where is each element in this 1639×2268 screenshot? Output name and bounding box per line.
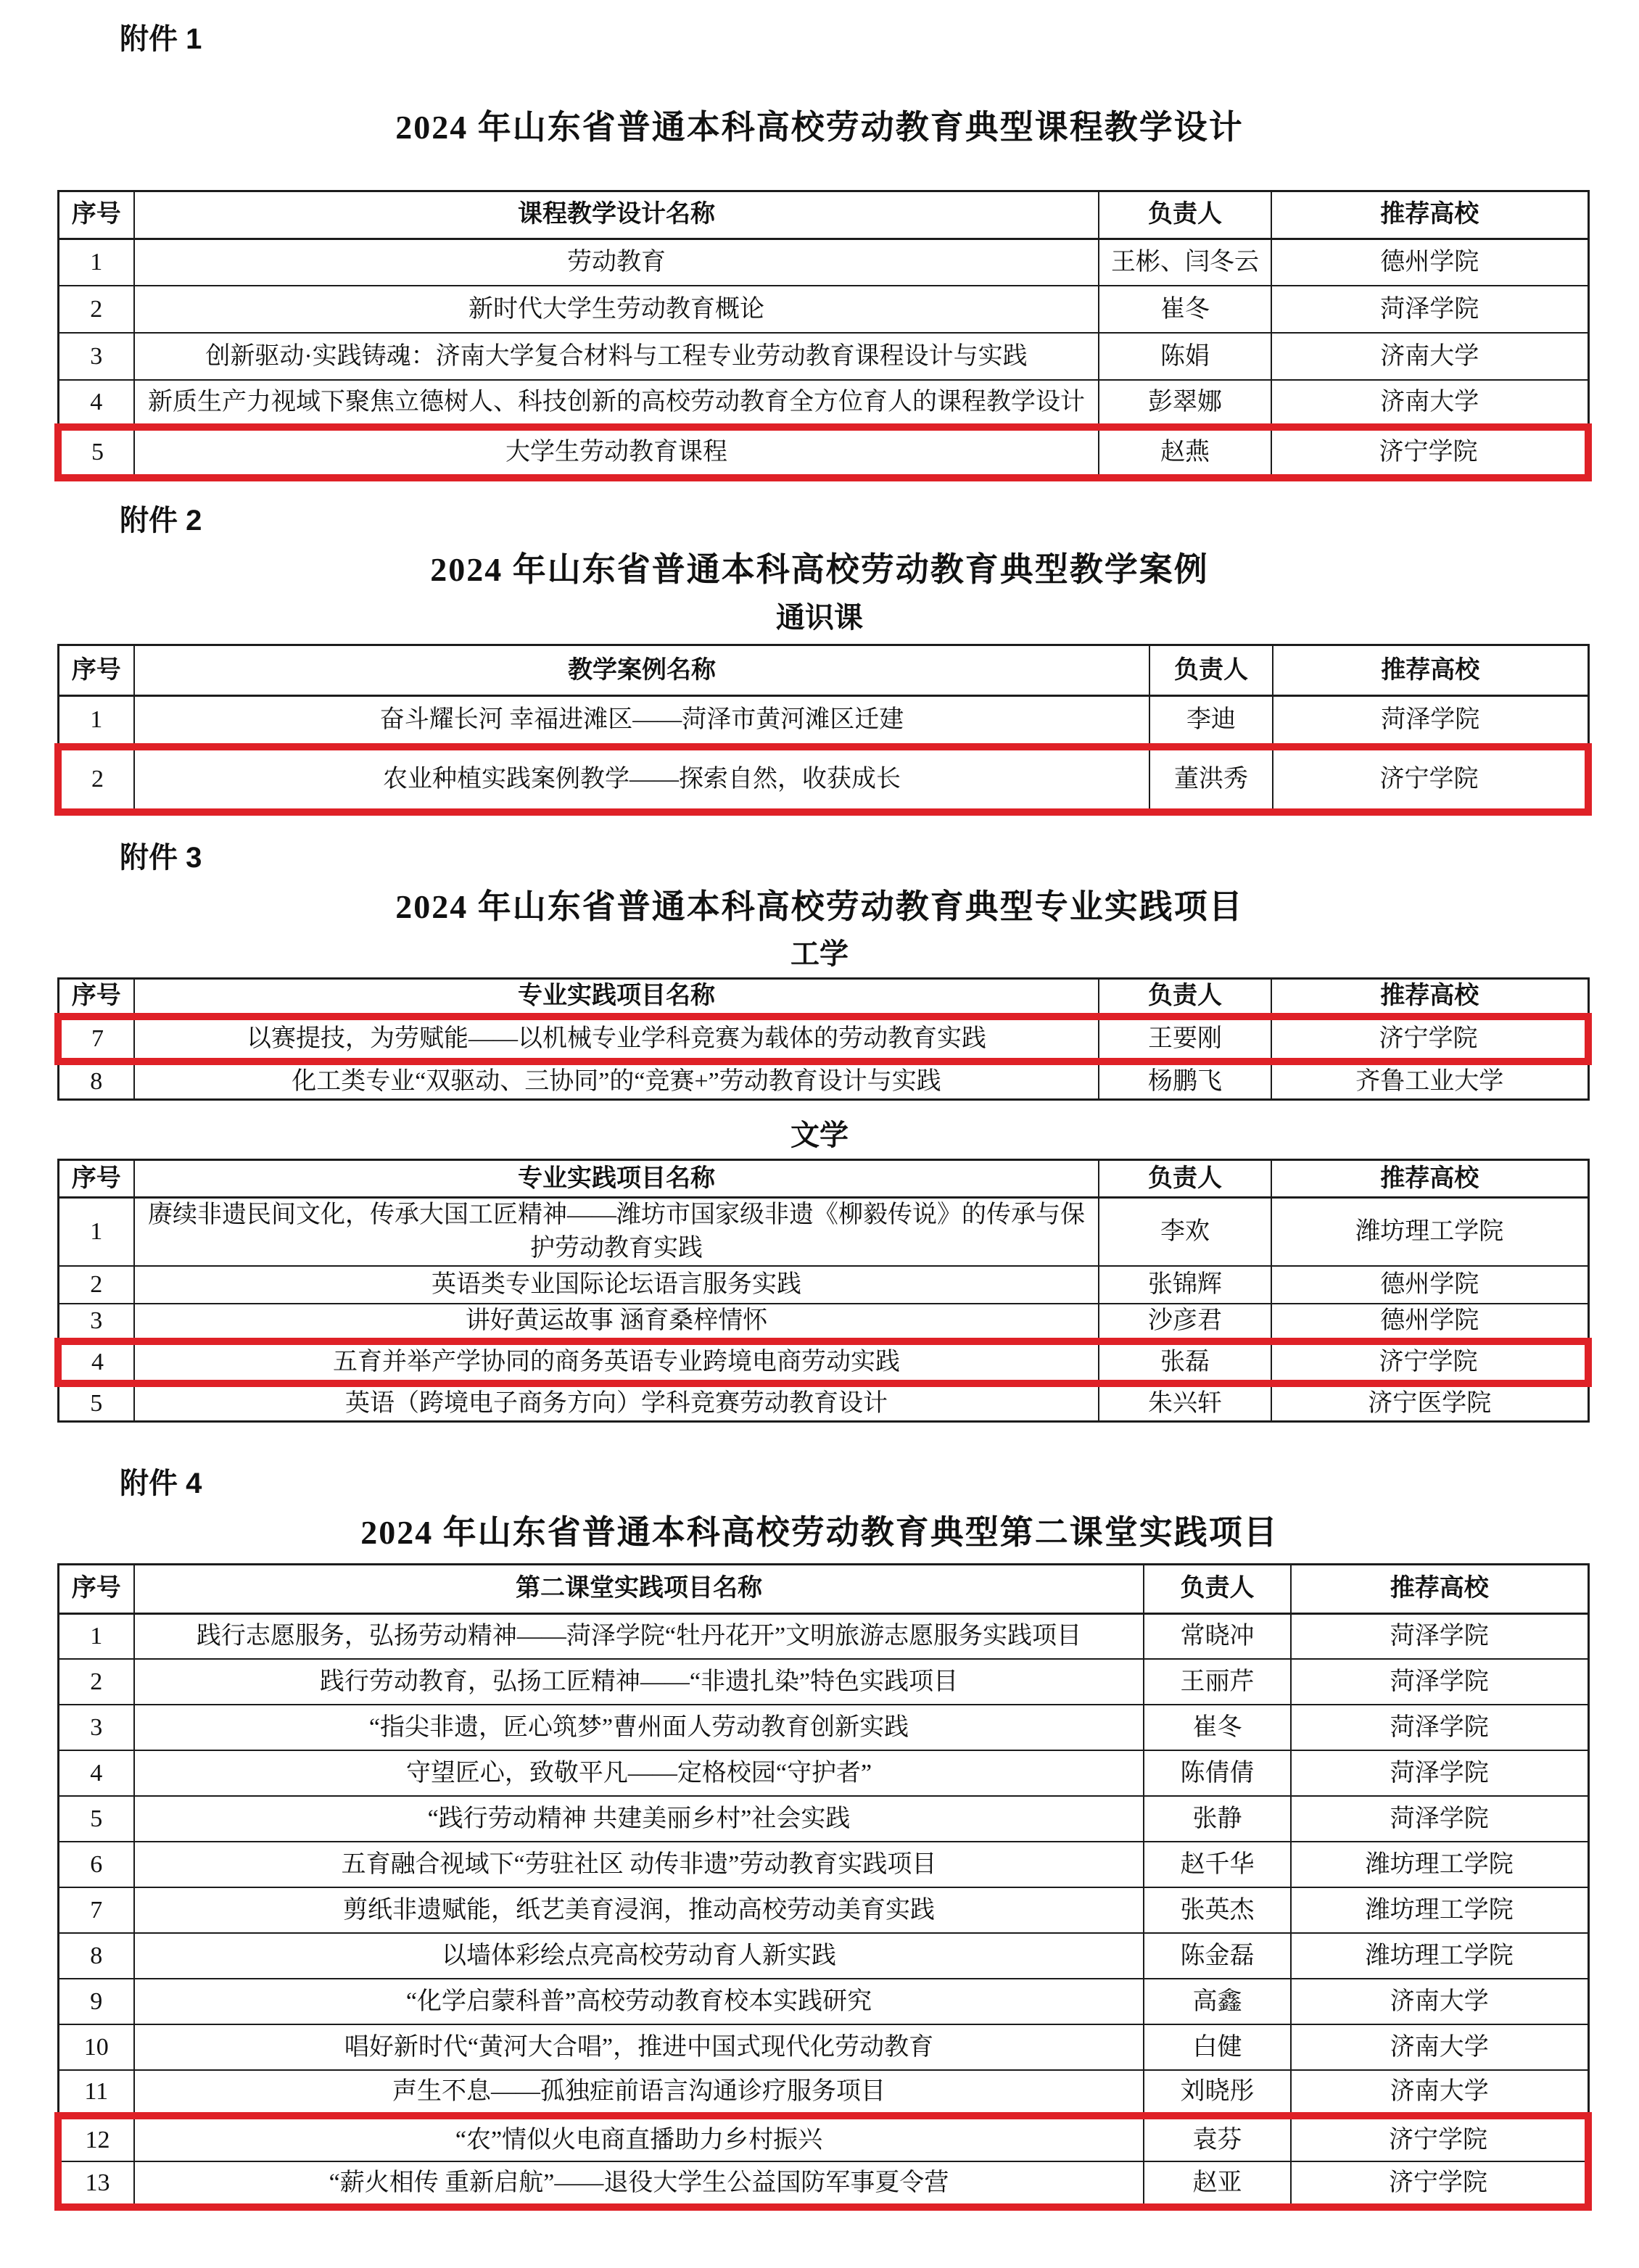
attachment-1-title: 2024 年山东省普通本科高校劳动教育典型课程教学设计: [395, 109, 1244, 146]
table-row: [58, 333, 1588, 380]
cell-seq: 8: [58, 1933, 134, 1979]
header-name: 专业实践项目名称: [134, 979, 1099, 1017]
cell-name: 践行劳动教育，弘扬工匠精神——“非遗扎染”特色实践项目: [134, 1659, 1144, 1705]
cell-school: 齐鲁工业大学: [1271, 1061, 1588, 1099]
cell-school: 济宁学院: [1271, 1341, 1588, 1383]
cell-name: 守望匠心，致敬平凡——定格校园“守护者”: [134, 1750, 1144, 1796]
header-seq: 序号: [58, 1564, 134, 1613]
cell-person: 王丽芹: [1144, 1659, 1291, 1705]
cell-seq: 13: [58, 2161, 134, 2207]
cell-seq: 1: [58, 1613, 134, 1659]
cell-seq: 7: [58, 1887, 134, 1933]
cell-person: 陈娟: [1099, 333, 1271, 380]
attachment-2-title: 2024 年山东省普通本科高校劳动教育典型教学案例: [430, 551, 1209, 589]
header-seq: 序号: [58, 645, 134, 696]
table-row: [58, 1383, 1588, 1421]
cell-name: 五育融合视域下“劳驻社区 动传非遗”劳动教育实践项目: [134, 1842, 1144, 1887]
cell-name: 剪纸非遗赋能，纸艺美育浸润，推动高校劳动美育实践: [134, 1887, 1144, 1933]
cell-school: 菏泽学院: [1291, 1705, 1588, 1750]
cell-school: 济南大学: [1291, 2024, 1588, 2070]
cell-name: 讲好黄运故事 涵育桑梓情怀: [134, 1304, 1099, 1341]
table-header-row: [58, 191, 1588, 239]
cell-school: 德州学院: [1271, 1266, 1588, 1304]
cell-seq: 1: [58, 239, 134, 286]
table-row: [58, 1304, 1588, 1341]
header-person: 负责人: [1149, 645, 1273, 696]
cell-person: 李欢: [1099, 1198, 1271, 1266]
cell-school: 济南大学: [1271, 380, 1588, 427]
course-design-table: [54, 190, 1592, 482]
cell-school: 济南大学: [1291, 1979, 1588, 2024]
header-person: 负责人: [1099, 979, 1271, 1017]
cell-person: 赵燕: [1099, 427, 1271, 478]
cell-person: 张磊: [1099, 1341, 1271, 1383]
cell-person: 高鑫: [1144, 1979, 1291, 2024]
cell-seq: 4: [58, 380, 134, 427]
literature-practice-table: [54, 1159, 1592, 1423]
second-classroom-table: [54, 1563, 1592, 2211]
header-school: 推荐高校: [1271, 979, 1588, 1017]
cell-school: 济宁学院: [1291, 2116, 1588, 2161]
cell-school: 菏泽学院: [1291, 1659, 1588, 1705]
cell-person: 王要刚: [1099, 1017, 1271, 1061]
cell-name: 以赛提技，为劳赋能——以机械专业学科竞赛为载体的劳动教育实践: [134, 1017, 1099, 1061]
cell-person: 沙彦君: [1099, 1304, 1271, 1341]
cell-school: 菏泽学院: [1273, 696, 1588, 747]
cell-seq: 5: [58, 1383, 134, 1421]
cell-school: 济南大学: [1271, 333, 1588, 380]
cell-person: 陈倩倩: [1144, 1750, 1291, 1796]
header-seq: 序号: [58, 1160, 134, 1198]
header-person: 负责人: [1144, 1564, 1291, 1613]
cell-name: 化工类专业“双驱动、三协同”的“竞赛+”劳动教育设计与实践: [134, 1061, 1099, 1099]
cell-name: 唱好新时代“黄河大合唱”，推进中国式现代化劳动教育: [134, 2024, 1144, 2070]
table-row: [58, 2070, 1588, 2116]
table-row: [58, 747, 1588, 812]
cell-name: 践行志愿服务，弘扬劳动精神——菏泽学院“牡丹花开”文明旅游志愿服务实践项目: [134, 1613, 1144, 1659]
cell-school: 济宁学院: [1271, 427, 1588, 478]
cell-name: 赓续非遗民间文化，传承大国工匠精神——潍坊市国家级非遗《柳毅传说》的传承与保护劳动教育实践: [134, 1198, 1099, 1266]
cell-person: 张英杰: [1144, 1887, 1291, 1933]
cell-name: 英语（跨境电子商务方向）学科竞赛劳动教育设计: [134, 1383, 1099, 1421]
cell-seq: 1: [58, 696, 134, 747]
header-name: 课程教学设计名称: [134, 191, 1099, 239]
cell-name: “农”情似火电商直播助力乡村振兴: [134, 2116, 1144, 2161]
cell-seq: 3: [58, 1304, 134, 1341]
attachment-1-label: 附件 1: [120, 23, 202, 55]
table-row: [58, 239, 1588, 286]
cell-name: “薪火相传 重新启航”——退役大学生公益国防军事夏令营: [134, 2161, 1144, 2207]
cell-school: 德州学院: [1271, 1304, 1588, 1341]
cell-name: 农业种植实践案例教学——探索自然，收获成长: [134, 747, 1149, 812]
table-row: [58, 1198, 1588, 1266]
cell-name: 创新驱动·实践铸魂：济南大学复合材料与工程专业劳动教育课程设计与实践: [134, 333, 1099, 380]
cell-person: 王彬、闫冬云: [1099, 239, 1271, 286]
table-row: [58, 2116, 1588, 2161]
cell-person: 朱兴轩: [1099, 1383, 1271, 1421]
cell-seq: 4: [58, 1341, 134, 1383]
cell-school: 济宁医学院: [1271, 1383, 1588, 1421]
table-header-row: [58, 1160, 1588, 1198]
document-page: [0, 20, 1639, 2268]
table-row: [58, 380, 1588, 427]
cell-person: 陈金磊: [1144, 1933, 1291, 1979]
cell-name: 声生不息——孤独症前语言沟通诊疗服务项目: [134, 2070, 1144, 2116]
cell-seq: 3: [58, 333, 134, 380]
header-school: 推荐高校: [1271, 191, 1588, 239]
cell-person: 杨鹏飞: [1099, 1061, 1271, 1099]
cell-person: 常晓冲: [1144, 1613, 1291, 1659]
cell-school: 济宁学院: [1271, 1017, 1588, 1061]
table-row: [58, 2161, 1588, 2207]
cell-school: 济宁学院: [1273, 747, 1588, 812]
engineering-subtitle: 工学: [790, 938, 849, 971]
table-row: [58, 1061, 1588, 1099]
attachment-2-label: 附件 2: [120, 505, 202, 537]
cell-name: 新质生产力视域下聚焦立德树人、科技创新的高校劳动教育全方位育人的课程教学设计: [134, 380, 1099, 427]
cell-person: 刘晓彤: [1144, 2070, 1291, 2116]
cell-person: 张锦辉: [1099, 1266, 1271, 1304]
cell-seq: 4: [58, 1750, 134, 1796]
cell-school: 潍坊理工学院: [1291, 1933, 1588, 1979]
cell-school: 菏泽学院: [1271, 286, 1588, 333]
cell-school: 菏泽学院: [1291, 1750, 1588, 1796]
header-name: 第二课堂实践项目名称: [134, 1564, 1144, 1613]
table-row: [58, 2024, 1588, 2070]
cell-name: 五育并举产学协同的商务英语专业跨境电商劳动实践: [134, 1341, 1099, 1383]
attachment-3-label: 附件 3: [120, 841, 202, 874]
cell-school: 德州学院: [1271, 239, 1588, 286]
cell-name: 大学生劳动教育课程: [134, 427, 1099, 478]
table-row: [58, 1979, 1588, 2024]
cell-seq: 5: [58, 427, 134, 478]
cell-school: 济南大学: [1291, 2070, 1588, 2116]
attachment-3-title: 2024 年山东省普通本科高校劳动教育典型专业实践项目: [395, 887, 1244, 925]
cell-school: 潍坊理工学院: [1271, 1198, 1588, 1266]
cell-seq: 9: [58, 1979, 134, 2024]
table-row: [58, 1659, 1588, 1705]
table-header-row: [58, 979, 1588, 1017]
cell-seq: 3: [58, 1705, 134, 1750]
cell-school: 潍坊理工学院: [1291, 1842, 1588, 1887]
table-row: [58, 1842, 1588, 1887]
cell-seq: 11: [58, 2070, 134, 2116]
attachment-4-title: 2024 年山东省普通本科高校劳动教育典型第二课堂实践项目: [360, 1513, 1279, 1551]
cell-seq: 2: [58, 286, 134, 333]
cell-name: 奋斗耀长河 幸福进滩区——菏泽市黄河滩区迁建: [134, 696, 1149, 747]
cell-name: 新时代大学生劳动教育概论: [134, 286, 1099, 333]
cell-seq: 12: [58, 2116, 134, 2161]
table-row: [58, 1933, 1588, 1979]
literature-subtitle: 文学: [790, 1119, 849, 1152]
cell-person: 张静: [1144, 1796, 1291, 1842]
table-row: [58, 1613, 1588, 1659]
cell-name: “化学启蒙科普”高校劳动教育校本实践研究: [134, 1979, 1144, 2024]
table-row: [58, 1017, 1588, 1061]
table-row: [58, 696, 1588, 747]
cell-seq: 10: [58, 2024, 134, 2070]
cell-school: 潍坊理工学院: [1291, 1887, 1588, 1933]
cell-person: 赵千华: [1144, 1842, 1291, 1887]
cell-seq: 2: [58, 1659, 134, 1705]
table-row: [58, 1705, 1588, 1750]
table-row: [58, 1341, 1588, 1383]
attachment-section-1: [0, 20, 1639, 481]
cell-seq: 2: [58, 1266, 134, 1304]
table-row: [58, 1266, 1588, 1304]
attachment-section-4: [0, 1465, 1639, 2211]
header-seq: 序号: [58, 979, 134, 1017]
table-row: [58, 427, 1588, 478]
cell-seq: 6: [58, 1842, 134, 1887]
table-row: [58, 1750, 1588, 1796]
table-header-row: [58, 1564, 1588, 1613]
attachment-section-2: [0, 502, 1639, 815]
cell-person: 白健: [1144, 2024, 1291, 2070]
cell-seq: 8: [58, 1061, 134, 1099]
header-person: 负责人: [1099, 1160, 1271, 1198]
cell-person: 袁芬: [1144, 2116, 1291, 2161]
table-row: [58, 1887, 1588, 1933]
general-course-subtitle: 通识课: [776, 601, 863, 634]
cell-person: 彭翠娜: [1099, 380, 1271, 427]
attachment-section-3: [0, 839, 1639, 1423]
header-school: 推荐高校: [1273, 645, 1588, 696]
header-school: 推荐高校: [1291, 1564, 1588, 1613]
cell-person: 崔冬: [1144, 1705, 1291, 1750]
table-header-row: [58, 645, 1588, 696]
cell-person: 李迪: [1149, 696, 1273, 747]
header-name: 教学案例名称: [134, 645, 1149, 696]
teaching-case-table: [54, 644, 1592, 816]
cell-seq: 7: [58, 1017, 134, 1061]
cell-name: “践行劳动精神 共建美丽乡村”社会实践: [134, 1796, 1144, 1842]
cell-seq: 1: [58, 1198, 134, 1266]
header-name: 专业实践项目名称: [134, 1160, 1099, 1198]
cell-name: 劳动教育: [134, 239, 1099, 286]
cell-name: 英语类专业国际论坛语言服务实践: [134, 1266, 1099, 1304]
engineering-practice-table: [54, 977, 1592, 1101]
cell-seq: 5: [58, 1796, 134, 1842]
cell-person: 赵亚: [1144, 2161, 1291, 2207]
table-row: [58, 286, 1588, 333]
cell-school: 菏泽学院: [1291, 1613, 1588, 1659]
header-school: 推荐高校: [1271, 1160, 1588, 1198]
cell-person: 崔冬: [1099, 286, 1271, 333]
cell-name: “指尖非遗，匠心筑梦”曹州面人劳动教育创新实践: [134, 1705, 1144, 1750]
cell-name: 以墙体彩绘点亮高校劳动育人新实践: [134, 1933, 1144, 1979]
cell-school: 菏泽学院: [1291, 1796, 1588, 1842]
cell-seq: 2: [58, 747, 134, 812]
cell-person: 董洪秀: [1149, 747, 1273, 812]
header-seq: 序号: [58, 191, 134, 239]
cell-school: 济宁学院: [1291, 2161, 1588, 2207]
table-row: [58, 1796, 1588, 1842]
attachment-4-label: 附件 4: [120, 1467, 202, 1499]
header-person: 负责人: [1099, 191, 1271, 239]
